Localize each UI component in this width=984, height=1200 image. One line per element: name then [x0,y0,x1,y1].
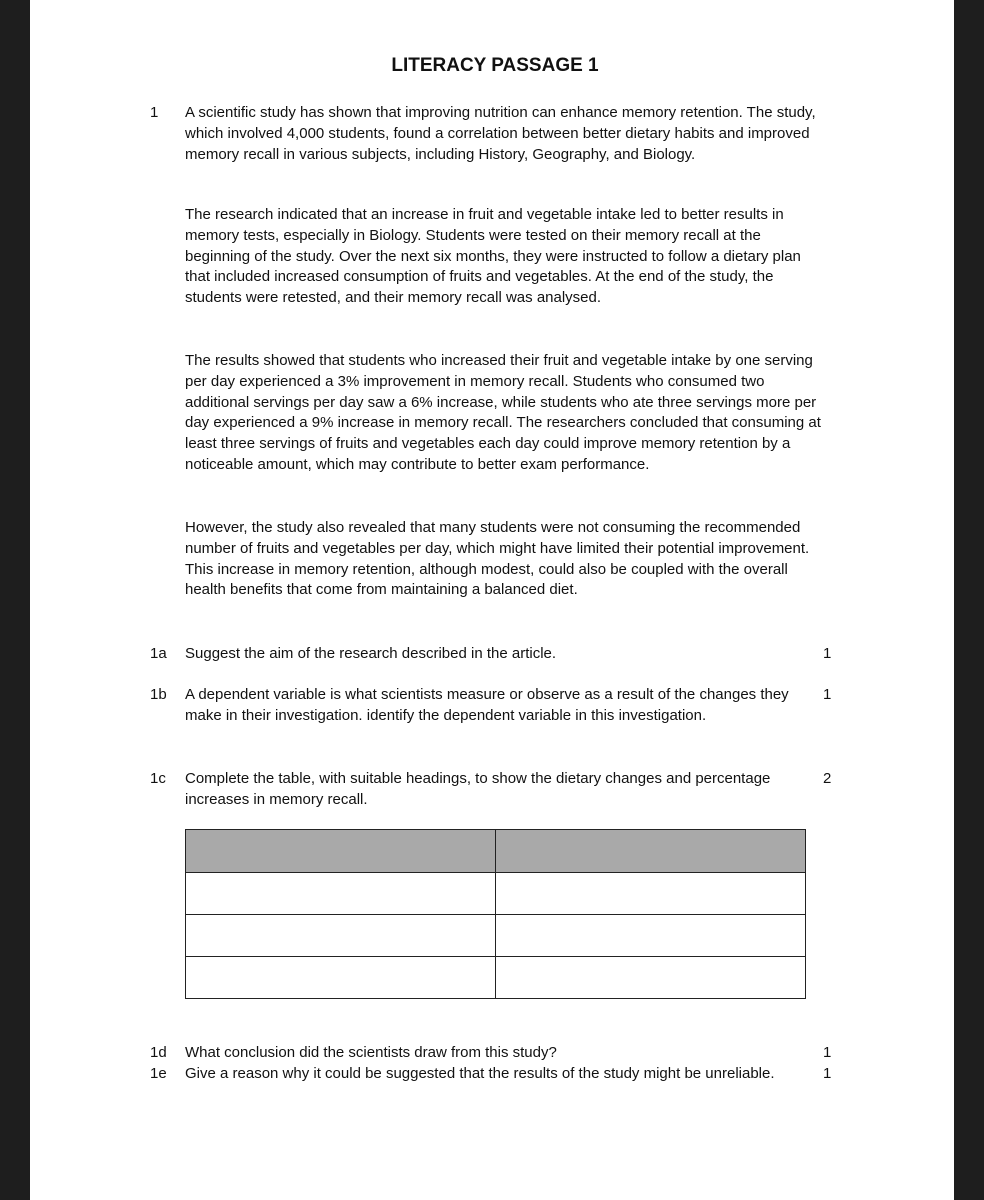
answer-table [185,829,806,999]
passage-paragraph-2: The research indicated that an increase in fruit and vegetable intake led to better results in memory tests, especially in Biology. Students were tested on their memory recall at the beginning of the study. Over the next six months, they were instructed to follow a dietary plan that included increased consumption of fruits and vegetables. At the end of the study, the students were retested, and their memory recall was analysed. [185,206,801,307]
question-number-1c: 1c [150,770,166,787]
question-text-1c: Complete the table, with suitable headings, to show the dietary changes and percentage increases in memory recall. [185,770,771,808]
passage-paragraph-3: The results showed that students who increased their fruit and vegetable intake by one serving per day experienced a 3% improvement in memory recall. Students who consumed two additional servings per day saw a 6% increase, while students who ate three servings more per day experienced a 9% increase in memory recall. The researchers concluded that consuming at least three servings of fruits and vegetables each day could improve memory retention by a noticeable amount, which may contribute to better exam performance. [185,352,821,473]
table-cell[interactable] [186,873,496,915]
table-row [186,873,806,915]
table-cell[interactable] [496,915,806,957]
page-title: LITERACY PASSAGE 1 [391,55,599,76]
question-number-1b: 1b [150,686,167,703]
table-cell[interactable] [496,873,806,915]
question-number-1a: 1a [150,645,167,662]
header-cell-2[interactable] [496,830,806,873]
worksheet-page [30,0,954,1200]
question-text-1a: Suggest the aim of the research described in the article. [185,645,557,662]
passage-paragraph-4: However, the study also revealed that many students were not consuming the recommended number of fruits and vegetables per day, which might have limited their potential improvement. This increase in memory retention, although modest, could also be coupled with the overall health benefits that come from maintaining a balanced diet. [185,519,810,599]
question-number-1e: 1e [150,1065,167,1082]
question-marks-1e: 1 [823,1065,832,1082]
table-header-row [186,830,806,873]
question-marks-1a: 1 [823,645,832,662]
question-text-1d: What conclusion did the scientists draw from this study? [185,1044,557,1061]
passage-number: 1 [150,104,159,121]
question-marks-1c: 2 [823,770,832,787]
table-row [186,915,806,957]
question-text-1e: Give a reason why it could be suggested that the results of the study might be unreliable. [185,1065,775,1082]
header-cell-1[interactable] [186,830,496,873]
question-number-1d: 1d [150,1044,167,1061]
table-cell[interactable] [186,915,496,957]
table-row [186,957,806,999]
question-marks-1b: 1 [823,686,832,703]
table-cell[interactable] [496,957,806,999]
table-cell[interactable] [186,957,496,999]
passage-paragraph-1: A scientific study has shown that improving nutrition can enhance memory retention. The study, which involved 4,000 students, found a correlation between better dietary habits and improved memory recall in various subjects, including History, Geography, and Biology. [185,104,816,163]
question-text-1b: A dependent variable is what scientists measure or observe as a result of the changes they make in their investigation. identify the dependent variable in this investigation. [185,686,789,724]
question-marks-1d: 1 [823,1044,832,1061]
